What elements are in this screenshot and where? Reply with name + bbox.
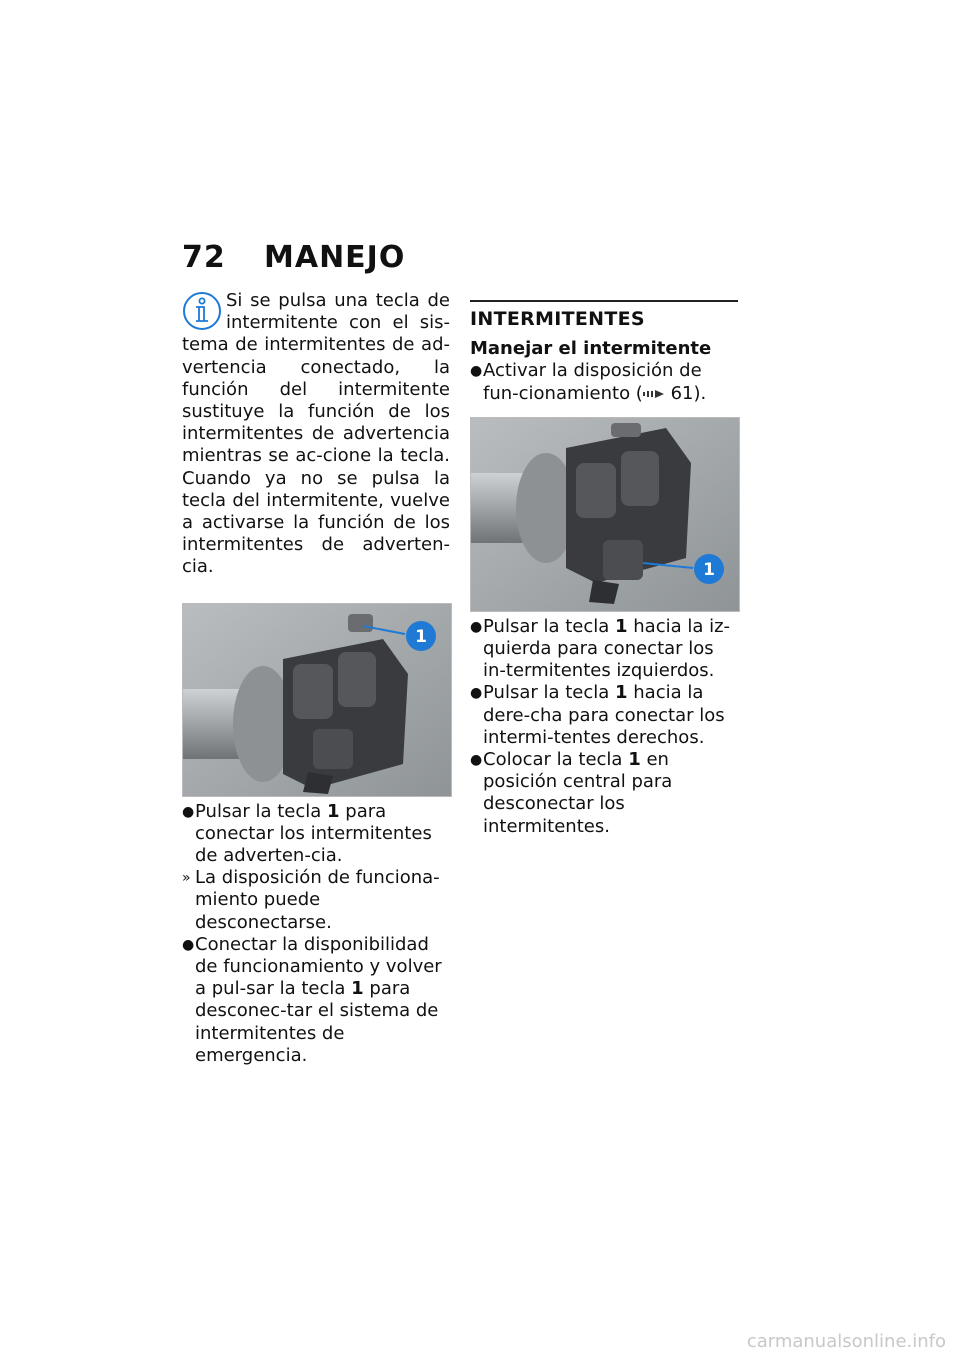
left-column [182, 290, 450, 1067]
watermark: carmanualsonline.info [746, 1331, 946, 1352]
list-item: ● Conectar la disponibilidad de funcionamiento y volver a pul-sar la tecla 1 para desconec-tar el sistema de intermitentes de emergencia. [182, 933, 442, 1066]
page-reference-arrow-icon [643, 388, 665, 400]
section-title: INTERMITENTES [470, 300, 738, 330]
bullet-marker: ● [470, 685, 483, 702]
figure-callout: 1 [703, 559, 715, 580]
bullet-marker: ● [470, 363, 483, 380]
figure-callout: 1 [415, 626, 427, 647]
list-item: ● Colocar la tecla 1 en posición central para desconectar los intermitentes. [470, 749, 673, 837]
list-item: » La disposición de funciona-miento puede desconectarse. [182, 867, 440, 933]
bullet-marker: ● [182, 803, 195, 820]
info-icon [182, 290, 224, 334]
handlebar-switch-figure-hazard [182, 603, 452, 797]
handlebar-switch-figure-turn-signal [470, 417, 740, 612]
subheading: Manejar el intermitente [470, 338, 712, 360]
chapter-title: MANEJO [264, 240, 406, 275]
page-number: 72 [182, 240, 226, 275]
list-item: ● Pulsar la tecla 1 para conectar los intermitentes de adverten-cia. [182, 800, 432, 867]
list-item: ● Activar la disposición de fun-cionamiento ( 61). [470, 360, 707, 404]
page-reference[interactable]: 61 [670, 382, 694, 404]
list-item: ● Pulsar la tecla 1 hacia la dere-cha para conectar los intermi-tentes derechos. [470, 682, 725, 748]
page-header [182, 240, 405, 275]
info-note [182, 290, 450, 579]
info-note-text: Si se pulsa una tecla de intermitente con el sis-tema de intermitentes de ad-vertencia conectado, la función del intermitente sustituye la función de los intermitentes de advertencia mientras se ac-cione la tecla. Cuando ya no se pulsa la tecla del intermitente, vuelve a activarse la función de los intermitentes de adverten-cia. [182, 290, 450, 578]
bullet-marker: ● [470, 618, 483, 635]
step-list [470, 616, 738, 838]
right-column [470, 290, 738, 838]
result-marker: » [182, 870, 191, 887]
step-list [182, 801, 450, 1067]
bullet-marker: ● [470, 752, 483, 769]
list-item: ● Pulsar la tecla 1 hacia la iz-quierda para conectar los in-termitentes izquierdos. [470, 615, 731, 682]
bullet-marker: ● [182, 936, 195, 953]
